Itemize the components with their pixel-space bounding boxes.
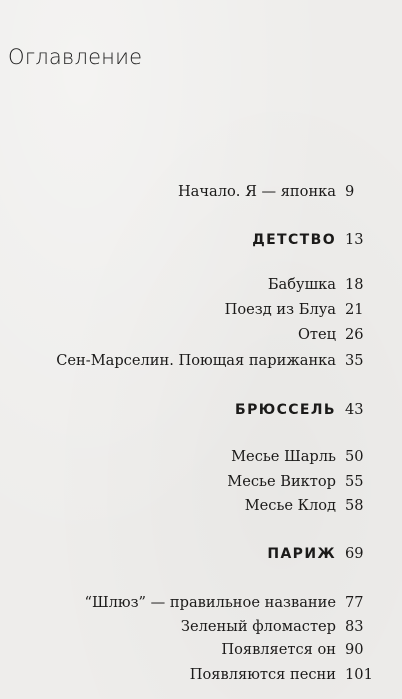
toc-entry	[0, 664, 402, 686]
toc-section	[0, 229, 402, 251]
toc-entry-title: Появляется он	[221, 641, 336, 658]
toc-section-title: ДЕТСТВО	[252, 232, 336, 248]
toc-entry-page: 83	[345, 618, 364, 635]
toc-entry-page: 9	[345, 183, 355, 200]
toc-entry	[0, 446, 402, 468]
toc-entry-title: Поезд из Блуа	[224, 301, 336, 318]
toc-entry	[0, 495, 402, 517]
toc-entry-page: 50	[345, 448, 364, 465]
toc-entry-page: 58	[345, 497, 364, 514]
toc-entry-title: “Шлюз” — правильное название	[84, 594, 336, 611]
toc-entry	[0, 274, 402, 296]
toc-entry	[0, 592, 402, 614]
toc-entry-page: 26	[345, 326, 364, 343]
toc-section-page: 43	[345, 401, 364, 418]
toc-section	[0, 399, 402, 421]
toc-section	[0, 543, 402, 565]
toc-entry-title: Появляются песни	[189, 666, 336, 683]
toc-entry	[0, 471, 402, 493]
toc-entry-title: Бабушка	[267, 276, 336, 293]
toc-entry-page: 77	[345, 594, 364, 611]
toc-entry-title: Зеленый фломастер	[180, 618, 336, 635]
toc-entry-page: 18	[345, 276, 364, 293]
toc-entry-page: 90	[345, 641, 364, 658]
toc-entry-title: Отец	[297, 326, 336, 343]
toc-entry-page: 55	[345, 473, 364, 490]
toc-section-page: 69	[345, 545, 364, 562]
toc-entry	[0, 639, 402, 661]
toc-entry-page: 35	[345, 352, 364, 369]
toc-entry	[0, 181, 402, 203]
toc-entry-title: Месье Клод	[244, 497, 336, 514]
toc-entry-title: Месье Виктор	[227, 473, 336, 490]
page-title: Оглавление	[8, 45, 143, 70]
toc-section-title: БРЮССЕЛЬ	[235, 402, 336, 418]
toc-section-page: 13	[345, 231, 364, 248]
toc-entry-page: 21	[345, 301, 364, 318]
toc-entry-title: Сен-Марселин. Поющая парижанка	[56, 352, 336, 369]
toc-entry-title: Месье Шарль	[231, 448, 336, 465]
toc-entry	[0, 324, 402, 346]
toc-entry-page: 101	[345, 666, 373, 683]
toc-section-title: ПАРИЖ	[267, 546, 336, 562]
toc-entry	[0, 350, 402, 372]
toc-entry	[0, 299, 402, 321]
toc-entry	[0, 616, 402, 638]
toc-entry-title: Начало. Я — японка	[177, 183, 336, 200]
